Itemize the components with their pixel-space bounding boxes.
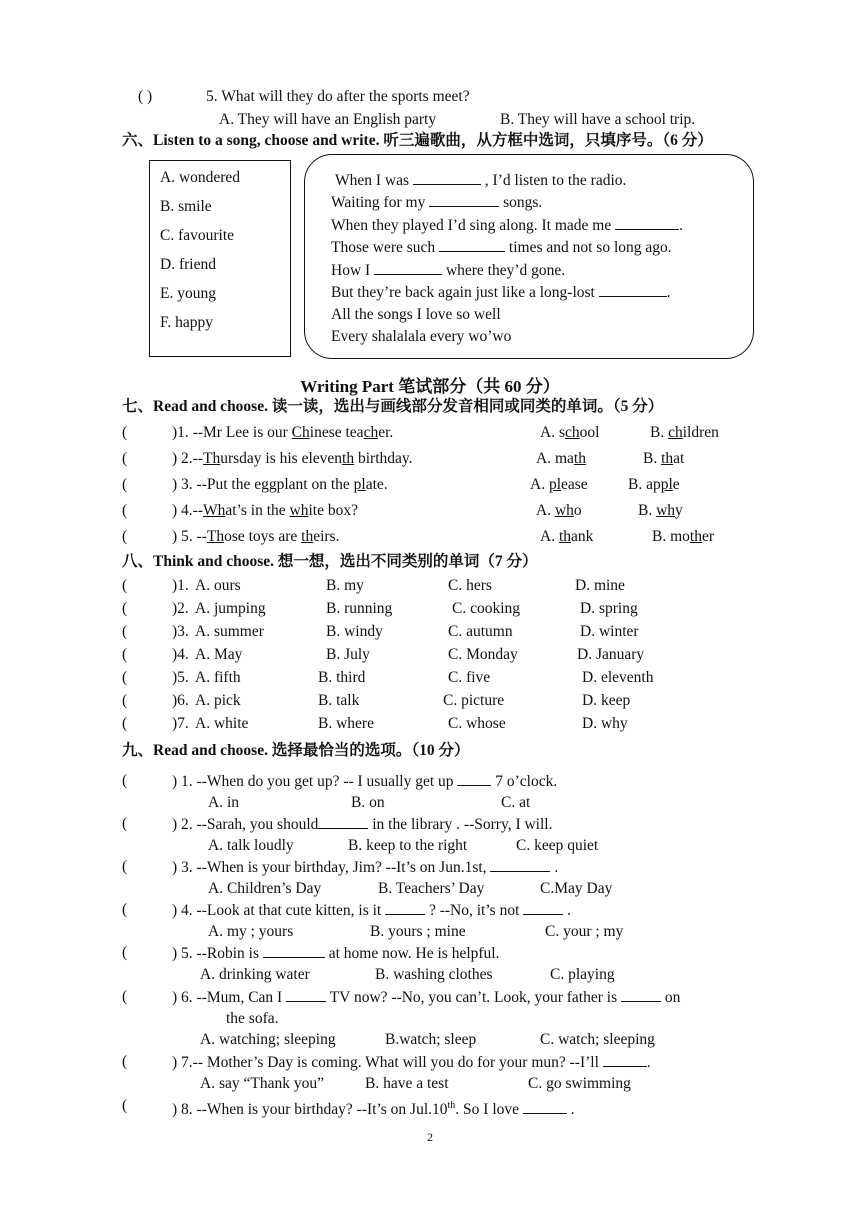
answer-blank[interactable] [615,215,679,230]
answer-paren[interactable]: ( [122,502,128,519]
s8-option-b: B. windy [326,623,383,640]
answer-blank[interactable] [439,237,505,252]
s9-q2: ) 2. --Sarah, you should in the library . --Sorry, I will. [172,816,553,833]
answer-paren[interactable]: ( [122,901,128,918]
word-option: D. friend [160,256,216,273]
s8-number: )6. [172,692,189,709]
s9-q7: ) 7.-- Mother’s Day is coming. What will you do for your mun? --I’ll . [172,1054,651,1071]
s8-option-d: D. keep [582,692,631,709]
word-option: B. smile [160,198,212,215]
s9-q3-option-b: B. Teachers’ Day [378,880,485,897]
s7-question: ) 5. --Those toys are theirs. [172,528,340,545]
s7-question: ) 4.--What’s in the white box? [172,502,358,519]
lyric-line: When I was , I’d listen to the radio. [335,172,627,189]
s7-option-a: A. please [530,476,588,493]
s9-q1-option-c: C. at [501,794,531,811]
answer-blank[interactable] [374,260,442,275]
s9-q3-option-c: C.May Day [540,880,613,897]
answer-paren[interactable]: ( [122,715,128,732]
s8-option-a: A. ours [195,577,241,594]
s8-number: )7. [172,715,189,732]
s8-option-a: A. pick [195,692,241,709]
answer-paren[interactable]: ( [122,772,128,789]
section-6-heading: 六、Listen to a song, choose and write. 听三遍歌曲，从方框中选词，只填序号。（6 分） [122,132,713,149]
word-option: E. young [160,285,216,302]
s8-option-b: B. my [326,577,364,594]
s7-question: )1. --Mr Lee is our Chinese teacher. [172,424,394,441]
word-option: C. favourite [160,227,235,244]
answer-blank[interactable] [523,900,563,915]
q5-paren: ( ) [138,88,153,105]
answer-paren[interactable]: ( [122,692,128,709]
q5-option-a: A. They will have an English party [219,111,437,128]
lyrics-box [304,154,754,359]
s8-option-c: C. picture [443,692,505,709]
s9-q6-continuation: the sofa. [226,1010,279,1027]
q5-option-b: B. They will have a school trip. [500,111,696,128]
answer-paren[interactable]: ( [122,944,128,961]
s9-q4: ) 4. --Look at that cute kitten, is it ? --No, it’s not . [172,902,571,919]
answer-paren[interactable]: ( [122,815,128,832]
s8-option-d: D. why [582,715,628,732]
s7-question: ) 2.--Thursday is his eleventh birthday. [172,450,413,467]
lyric-line: Waiting for my songs. [331,194,543,211]
answer-blank[interactable] [413,170,481,185]
s9-q7-option-a: A. say “Thank you” [200,1075,324,1092]
s9-q1-option-a: A. in [208,794,239,811]
s8-option-a: A. summer [195,623,264,640]
s7-option-b: B. that [643,450,685,467]
answer-paren[interactable]: ( [122,646,128,663]
answer-blank[interactable] [599,282,667,297]
s8-option-d: D. eleventh [582,669,654,686]
s8-option-b: B. where [318,715,374,732]
answer-paren[interactable]: ( [122,528,128,545]
s8-option-c: C. cooking [452,600,521,617]
s8-option-b: B. talk [318,692,360,709]
s9-q6-option-b: B.watch; sleep [385,1031,477,1048]
s8-number: )3. [172,623,189,640]
writing-part-title: Writing Part 笔试部分（共 60 分） [300,377,560,396]
s9-q3-option-a: A. Children’s Day [208,880,322,897]
s9-q5-option-b: B. washing clothes [375,966,493,983]
s9-q5-option-c: C. playing [550,966,615,983]
s8-option-c: C. whose [448,715,506,732]
s9-q7-option-c: C. go swimming [528,1075,631,1092]
s8-option-b: B. July [326,646,370,663]
s8-option-a: A. May [195,646,243,663]
s7-question: ) 3. --Put the eggplant on the plate. [172,476,388,493]
s8-option-a: A. white [195,715,249,732]
answer-paren[interactable]: ( [122,623,128,640]
s8-number: )2. [172,600,189,617]
lyric-line: When they played I’d sing along. It made me . [331,217,683,234]
s9-q8: ) 8. --When is your birthday? --It’s on Jul.10th. So I love . [172,1100,575,1119]
answer-blank[interactable] [603,1052,647,1067]
lyric-line: Those were such times and not so long ago. [331,239,672,256]
answer-paren[interactable]: ( [122,476,128,493]
page-number: 2 [427,1130,433,1144]
answer-paren[interactable]: ( [122,858,128,875]
s8-option-d: D. January [577,646,645,663]
lyric-line: But they’re back again just like a long-lost . [331,284,671,301]
s9-q6: ) 6. --Mum, Can I TV now? --No, you can’t. Look, your father is on [172,989,681,1006]
s9-q5: ) 5. --Robin is at home now. He is helpful. [172,945,500,962]
lyric-line: Every shalalala every wo’wo [331,328,512,345]
answer-paren[interactable]: ( [122,424,128,441]
answer-blank[interactable] [490,857,550,872]
s8-option-c: C. autumn [448,623,513,640]
answer-paren[interactable]: ( [122,988,128,1005]
s9-q3: ) 3. --When is your birthday, Jim? --It’s on Jun.1st, . [172,859,559,876]
s9-q4-option-c: C. your ; my [545,923,624,940]
answer-blank[interactable] [286,987,326,1002]
s8-option-d: D. mine [575,577,625,594]
s8-option-d: D. winter [580,623,639,640]
s9-q4-option-b: B. yours ; mine [370,923,466,940]
s9-q7-option-b: B. have a test [365,1075,449,1092]
lyric-line: How I where they’d gone. [331,262,566,279]
answer-blank[interactable] [318,814,368,829]
s7-option-a: A. math [536,450,586,467]
answer-blank[interactable] [429,192,499,207]
s9-q4-option-a: A. my ; yours [208,923,294,940]
s9-q2-option-a: A. talk loudly [208,837,294,854]
word-option: A. wondered [160,169,241,186]
answer-paren[interactable]: ( [122,1097,128,1114]
s8-option-b: B. running [326,600,393,617]
word-option: F. happy [160,314,214,331]
s8-option-a: A. jumping [195,600,266,617]
answer-paren[interactable]: ( [122,1053,128,1070]
answer-blank[interactable] [457,771,491,786]
answer-blank[interactable] [263,943,325,958]
section-7-heading: 七、Read and choose. 读一读，选出与画线部分发音相同或同类的单词。（5 分） [122,398,664,415]
s9-q5-option-a: A. drinking water [200,966,310,983]
s7-option-b: B. apple [628,476,680,493]
s7-option-b: B. children [650,424,719,441]
section-9-heading: 九、Read and choose. 选择最恰当的选项。（10 分） [122,742,470,759]
word-options-box [149,160,291,357]
answer-blank[interactable] [523,1099,567,1114]
s8-option-c: C. five [448,669,491,686]
s8-option-d: D. spring [580,600,638,617]
s8-option-c: C. hers [448,577,492,594]
s8-number: )1. [172,577,189,594]
s7-option-b: B. why [638,502,683,519]
s8-number: )5. [172,669,189,686]
q5-question: 5. What will they do after the sports meet? [206,88,470,105]
s9-q1: ) 1. --When do you get up? -- I usually get up 7 o’clock. [172,773,558,790]
s7-option-b: B. mother [652,528,715,545]
lyric-line: All the songs I love so well [331,306,501,323]
s9-q2-option-c: C. keep quiet [516,837,599,854]
s8-number: )4. [172,646,189,663]
s7-option-a: A. thank [540,528,594,545]
s8-option-b: B. third [318,669,366,686]
s7-option-a: A. school [540,424,600,441]
answer-blank[interactable] [621,987,661,1002]
s9-q6-option-c: C. watch; sleeping [540,1031,655,1048]
answer-paren[interactable]: ( [122,600,128,617]
answer-paren[interactable]: ( [122,577,128,594]
answer-blank[interactable] [385,900,425,915]
s8-option-c: C. Monday [448,646,518,663]
s8-option-a: A. fifth [195,669,241,686]
answer-paren[interactable]: ( [122,450,128,467]
s7-option-a: A. who [536,502,582,519]
s9-q2-option-b: B. keep to the right [348,837,468,854]
section-8-heading: 八、Think and choose. 想一想，选出不同类别的单词（7 分） [122,553,538,570]
s9-q1-option-b: B. on [351,794,385,811]
s9-q6-option-a: A. watching; sleeping [200,1031,336,1048]
answer-paren[interactable]: ( [122,669,128,686]
